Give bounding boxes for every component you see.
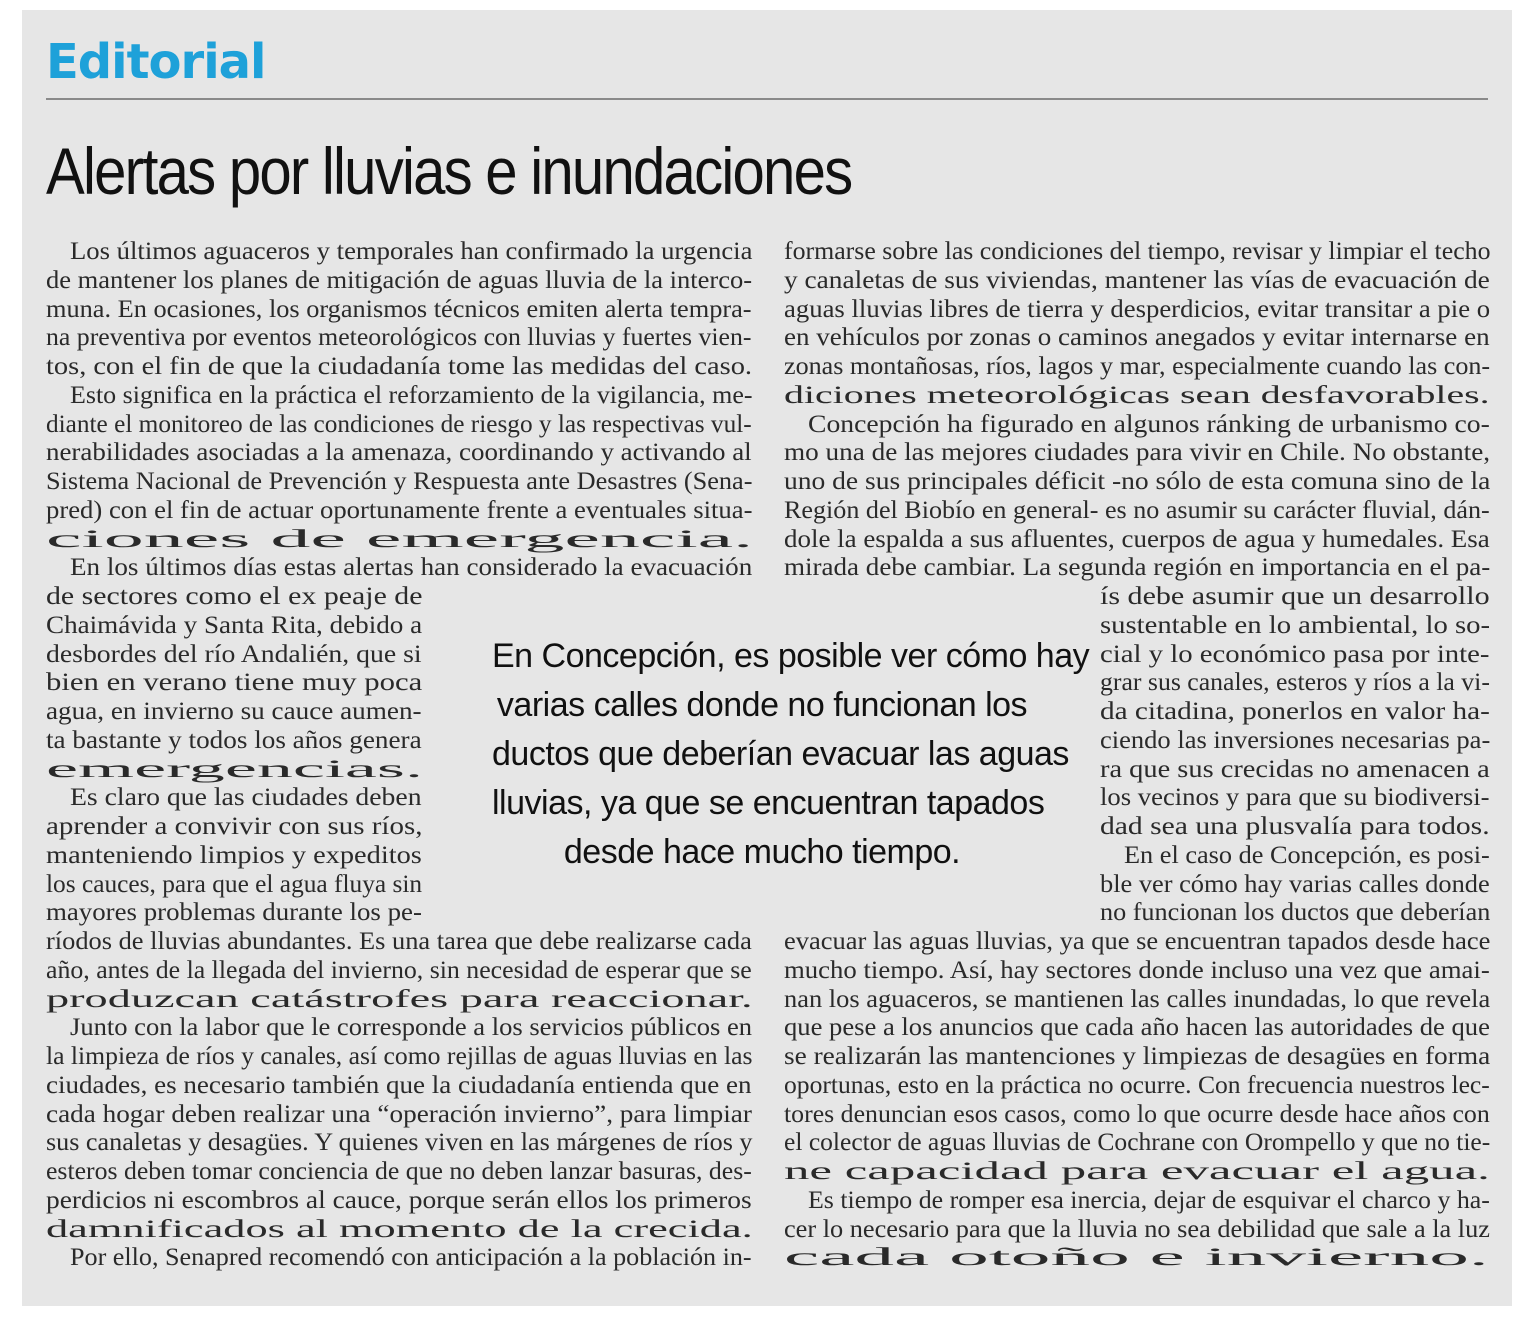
editorial-panel xyxy=(22,10,1512,1306)
body-line: formarse sobre las condiciones del tiempo, revisar y limpiar el techo xyxy=(784,236,1491,265)
body-line: nerabilidades asociadas a la amenaza, coordinando y activando al xyxy=(46,437,752,467)
body-line: y canaletas de sus viviendas, mantener las vías de evacuación de xyxy=(784,264,1490,294)
body-line: da citadina, ponerlos en valor ha- xyxy=(1100,696,1490,725)
body-line: cada otoño e invierno. xyxy=(784,1242,1489,1272)
body-line: de mantener los planes de mitigación de aguas lluvia de la interco- xyxy=(46,264,753,294)
body-line: mirada debe cambiar. La segunda región en importancia en el pa- xyxy=(784,552,1491,582)
body-line: agua, en invierno su cauce aumen- xyxy=(46,696,422,725)
body-line: nan los aguaceros, se mantienen las calles inundadas, lo que revela xyxy=(784,983,1491,1013)
body-line: diante el monitoreo de las condiciones de riesgo y las respectivas vul- xyxy=(46,408,752,438)
body-line: Los últimos aguaceros y temporales han confirmado la urgencia xyxy=(70,236,753,265)
body-line: emergencias. xyxy=(46,753,423,783)
body-line: sus canaletas y desagües. Y quienes viven en las márgenes de ríos y xyxy=(46,1127,753,1157)
body-line: ra que sus crecidas no amenacen a xyxy=(1100,753,1490,783)
body-line: tores denuncian esos casos, como lo que ocurre desde hace años con xyxy=(784,1098,1490,1128)
body-line: mo una de las mejores ciudades para vivir en Chile. No obstante, xyxy=(784,437,1491,467)
body-line: ta bastante y todos los años genera xyxy=(46,724,422,754)
body-line: ble ver cómo hay varias calles donde xyxy=(1100,868,1490,898)
body-line: na preventiva por eventos meteorológicos con lluvias y fuertes vien- xyxy=(46,322,752,352)
body-line: Sistema Nacional de Prevención y Respuesta ante Desastres (Sena- xyxy=(46,466,753,495)
body-line: pred) con el fin de actuar oportunamente frente a eventuales situa- xyxy=(46,494,753,524)
body-line: zonas montañosas, ríos, lagos y mar, especialmente cuando las con- xyxy=(784,351,1491,380)
body-line: Es claro que las ciudades deben xyxy=(70,782,422,812)
section-divider xyxy=(46,98,1488,100)
body-line: se realizarán las mantenciones y limpiezas de desagües en forma xyxy=(784,1041,1491,1070)
body-line: ríodos de lluvias abundantes. Es una tarea que debe realizarse cada xyxy=(46,926,752,955)
body-line: ciudades, es necesario también que la ciudadanía entienda que en xyxy=(46,1069,752,1099)
body-line: los vecinos y para que su biodiversi- xyxy=(1100,782,1490,812)
pull-quote-line: ductos que deberían evacuar las aguas xyxy=(492,735,1069,773)
body-line: año, antes de la llegada del invierno, sin necesidad de esperar que se xyxy=(46,954,752,984)
body-line: cada hogar deben realizar una “operación invierno”, para limpiar xyxy=(46,1098,752,1128)
body-line: Es tiempo de romper esa inercia, dejar de esquivar el charco y ha- xyxy=(808,1184,1490,1214)
body-line: aprender a convivir con sus ríos, xyxy=(46,811,423,840)
headline: Alertas por lluvias e inundaciones xyxy=(46,134,852,208)
body-line: ís debe asumir que un desarrollo xyxy=(1100,581,1490,610)
body-line: oportunas, esto en la práctica no ocurre. Con frecuencia nuestros lec- xyxy=(784,1069,1490,1099)
body-line: damnificados al momento de la crecida. xyxy=(46,1213,753,1243)
pull-quote-line: desde hace mucho tiempo. xyxy=(563,833,961,871)
body-line: manteniendo limpios y expeditos xyxy=(46,839,422,869)
body-line: evacuar las aguas lluvias, ya que se encuentran tapados desde hace xyxy=(784,926,1491,955)
body-line: uno de sus principales déficit -no sólo de esta comuna sino de la xyxy=(784,466,1491,495)
body-line: esteros deben tomar conciencia de que no deben lanzar basuras, des- xyxy=(46,1156,752,1185)
body-line: En el caso de Concepción, es posi- xyxy=(1124,839,1490,869)
section-label: Editorial xyxy=(46,34,266,90)
body-line: grar sus canales, esteros y ríos a la vi- xyxy=(1100,667,1490,697)
pull-quote-line: varias calles donde no funcionan los xyxy=(496,686,1028,724)
body-line: produzcan catástrofes para reaccionar. xyxy=(46,983,753,1013)
body-line: bien en verano tiene muy poca xyxy=(46,667,423,697)
body-line: mucho tiempo. Así, hay sectores donde incluso una vez que amai- xyxy=(784,954,1490,984)
pull-quote-line: En Concepción, es posible ver cómo hay xyxy=(492,637,1090,675)
body-line: el colector de aguas lluvias de Cochrane con Orompello y que no tie- xyxy=(784,1127,1491,1157)
body-line: Junto con la labor que le corresponde a los servicios públicos en xyxy=(70,1012,753,1042)
body-line: mayores problemas durante los pe- xyxy=(46,897,422,927)
body-line: dole la espalda a sus afluentes, cuerpos de agua y humedales. Esa xyxy=(784,523,1490,553)
body-line: Chaimávida y Santa Rita, debido a xyxy=(46,609,423,639)
body-line: la limpieza de ríos y canales, así como rejillas de aguas lluvias en las xyxy=(46,1041,753,1070)
body-line: Región del Biobío en general- es no asumir su carácter fluvial, dán- xyxy=(784,494,1490,524)
body-line: sustentable en lo ambiental, lo so- xyxy=(1100,609,1491,639)
pull-quote-line: lluvias, ya que se encuentran tapados xyxy=(492,784,1045,822)
body-line: diciones meteorológicas sean desfavorables. xyxy=(784,379,1490,409)
body-line: los cauces, para que el agua fluya sin xyxy=(46,868,423,898)
body-line: Esto significa en la práctica el reforzamiento de la vigilancia, me- xyxy=(70,379,753,409)
body-line: ciendo las inversiones necesarias pa- xyxy=(1100,724,1491,754)
body-line: aguas lluvias libres de tierra y desperdicios, evitar transitar a pie o xyxy=(784,293,1491,323)
body-line: dad sea una plusvalía para todos. xyxy=(1100,811,1490,840)
body-line: de sectores como el ex peaje de xyxy=(46,581,423,610)
body-line: desbordes del río Andalién, que si xyxy=(46,638,422,668)
body-line: Concepción ha figurado en algunos ránking de urbanismo co- xyxy=(808,408,1490,438)
body-line: perdicios ni escombros al cauce, porque serán ellos los primeros xyxy=(46,1184,752,1214)
body-line: ciones de emergencia. xyxy=(46,523,754,553)
body-line: ne capacidad para evacuar el agua. xyxy=(784,1156,1490,1185)
body-line: cial y lo económico pasa por inte- xyxy=(1100,638,1490,668)
body-line: tos, con el fin de que la ciudadanía tome las medidas del caso. xyxy=(46,351,753,380)
body-line: Por ello, Senapred recomendó con anticipación a la población in- xyxy=(70,1242,752,1272)
body-line: en vehículos por zonas o caminos anegados y evitar internarse en xyxy=(784,322,1490,352)
body-line: En los últimos días estas alertas han considerado la evacuación xyxy=(70,552,753,582)
body-line: cer lo necesario para que la lluvia no sea debilidad que sale a la luz xyxy=(784,1213,1490,1243)
body-line: que pese a los anuncios que cada año hacen las autoridades de que xyxy=(784,1012,1490,1042)
body-line: muna. En ocasiones, los organismos técnicos emiten alerta tempra- xyxy=(46,293,752,323)
body-line: no funcionan los ductos que deberían xyxy=(1100,897,1491,927)
pull-quote xyxy=(492,632,1090,877)
